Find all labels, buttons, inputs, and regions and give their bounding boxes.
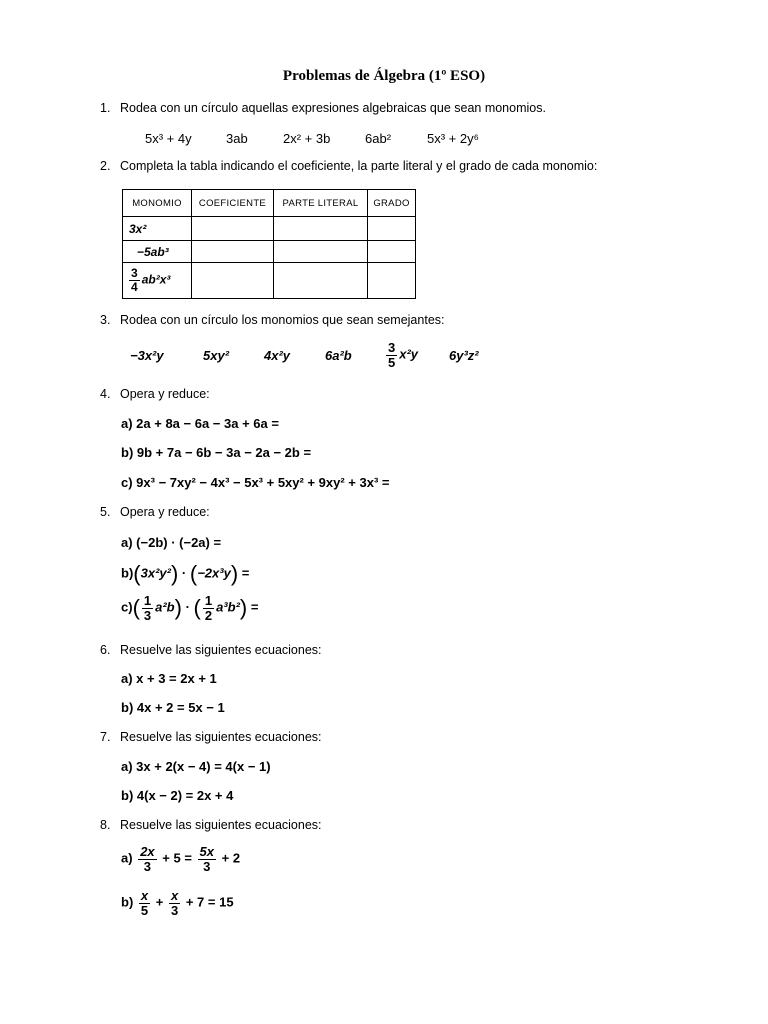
q6-b: b) 4x + 2 = 5x − 1 [121,700,225,715]
question-8: 8. Resuelve las siguientes ecuaciones: [100,818,322,832]
answer-cell[interactable] [368,263,416,299]
answer-cell[interactable] [274,217,368,241]
q8-b: b) $\frac{x}{5}$ + $\frac{x}{3}$ + 7 = 15 [121,888,234,918]
question-1: 1. Rodea con un círculo aquellas expresiones algebraicas que sean monomios. [100,101,546,115]
monomial-cell: 3x² [123,217,192,241]
q4-b: b) 9b + 7a − 6b − 3a − 2a − 2b = [121,445,312,460]
page-title: Problemas de Álgebra (1º ESO) [282,68,486,84]
table-header: COEFICIENTE [192,190,274,217]
q5-c: c)( $\frac{1}{3}$ a²b) · ( $\frac{1}{2}$ a³b²) = [121,593,259,623]
q7-b: b) 4(x − 2) = 2x + 4 [121,788,234,803]
answer-cell[interactable] [274,263,368,299]
q1-item: 2x² + 3b [283,131,331,146]
q1-item: 5x³ + 2y⁶ [427,131,479,146]
answer-cell[interactable] [192,263,274,299]
monomial-cell: −5ab³ [123,241,192,263]
question-6: 6. Resuelve las siguientes ecuaciones: [100,643,322,657]
monomial-table [122,189,416,299]
q3-item: 6y³z² [449,348,479,363]
q3-item: $\frac{3}{5}$ x²y [388,340,419,370]
q5-a: a) (−2b) · (−2a) = [121,535,222,550]
answer-cell[interactable] [368,241,416,263]
q3-item: 6a²b [325,348,352,363]
q3-item: 4x²y [264,348,291,363]
q8-a: a) $\frac{2x}{3}$ + 5 = $\frac{5x}{3}$ + 2 [121,844,241,874]
table-row [123,241,416,263]
q1-item: 3ab [226,131,248,146]
answer-cell[interactable] [274,241,368,263]
question-7: 7. Resuelve las siguientes ecuaciones: [100,730,322,744]
q6-a: a) x + 3 = 2x + 1 [121,671,217,686]
q3-item: 5xy² [203,348,230,363]
q1-item: 6ab² [365,131,392,146]
question-2: 2. Completa la tabla indicando el coeficiente, la parte literal y el grado de cada monomio: [100,159,598,173]
q4-a: a) 2a + 8a − 6a − 3a + 6a = [121,416,279,431]
table-header: MONOMIO [123,190,192,217]
answer-cell[interactable] [368,217,416,241]
table-row [123,263,416,299]
table-row [123,217,416,241]
q3-item: −3x²y [130,348,164,363]
table-header: GRADO [368,190,416,217]
question-3: 3. Rodea con un círculo los monomios que sean semejantes: [100,313,445,327]
question-5: 5. Opera y reduce: [100,505,210,519]
q4-c: c) 9x³ − 7xy² − 4x³ − 5x³ + 5xy² + 9xy² + 3x³ = [121,475,390,490]
monomial-cell: $\frac{3}{4}$ ab²x³ [123,263,192,299]
question-4: 4. Opera y reduce: [100,387,210,401]
q5-b: b)(3x²y²) · (−2x³y) = [121,561,250,586]
q7-a: a) 3x + 2(x − 4) = 4(x − 1) [121,759,271,774]
q1-item: 5x³ + 4y [145,131,192,146]
answer-cell[interactable] [192,217,274,241]
answer-cell[interactable] [192,241,274,263]
table-header: PARTE LITERAL [274,190,368,217]
